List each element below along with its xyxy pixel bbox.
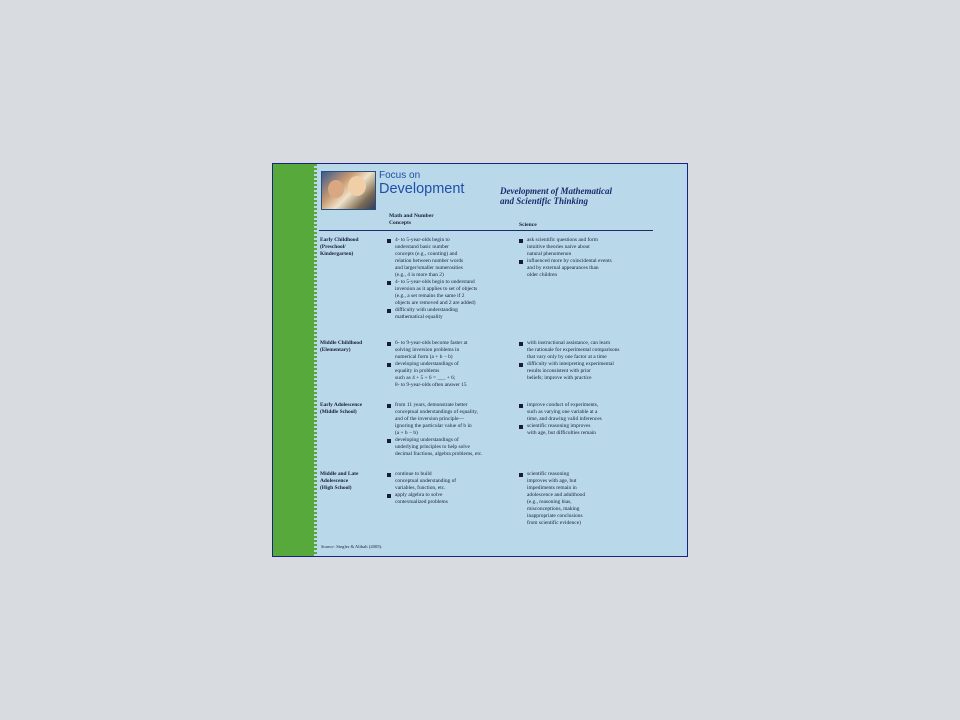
focus-on-development-logo <box>379 171 464 197</box>
document-title <box>500 186 670 206</box>
source-note <box>321 544 382 549</box>
bullet-icon <box>387 439 391 443</box>
math-items <box>386 340 510 389</box>
list-item: difficulty with understanding mathematical equality <box>386 307 510 321</box>
list-item: difficulty with interpreting experimental results inconsistent with prior beliefs; improve with practice <box>518 361 654 382</box>
list-item: apply algebra to solve contextualized problems <box>386 492 510 506</box>
list-item: scientific reasoning improves with age, but impediments remain in adolescence and adulthood (e.g., reasoning bias, misconceptions, making inappropriate conclusions from scientific evidence) <box>518 471 654 527</box>
bullet-icon <box>519 342 523 346</box>
column-header-science: Science <box>519 222 537 228</box>
list-item: 6- to 9-year-olds become faster at solving inversion problems in numerical form (a + b − b) <box>386 340 510 361</box>
science-items <box>518 237 654 279</box>
brand-line-1: Focus on <box>379 170 421 181</box>
header-photo <box>321 171 376 210</box>
title-line-2: and Scientific Thinking <box>500 196 589 206</box>
list-item: 4- to 5-year-olds begin to understand inversion as it applies to set of objects (e.g., a set remains the same if 2 objects are removed and 2 are added) <box>386 279 510 307</box>
bullet-icon <box>387 404 391 408</box>
list-item: 4- to 5-year-olds begin to understand basic number concepts (e.g., counting) and relation between number words and larger/smaller numerosities (e.g., 4 is more than 2) <box>386 237 510 279</box>
stage-label: Early Childhood (Preschool/ Kindergarten) <box>320 237 359 257</box>
bullet-icon <box>519 260 523 264</box>
green-side-strip <box>273 164 315 556</box>
header-rule <box>319 230 653 231</box>
science-items <box>518 471 654 527</box>
math-items <box>386 237 510 321</box>
title-line-1: Development of Mathematical <box>500 186 612 196</box>
bullet-icon <box>519 404 523 408</box>
bullet-icon <box>519 425 523 429</box>
list-item: from 11 years, demonstrate better conceptual understandings of equality, and of the inversion principle— ignoring the particular value of b in (a + b − b) <box>386 402 510 437</box>
adult-face <box>348 176 366 196</box>
list-item: developing understandings of equality in problems such as 4 + 5 + 6 = ___ + 6; 8- to 9-year-olds often answer 15 <box>386 361 510 389</box>
math-items <box>386 402 510 458</box>
bullet-icon <box>519 363 523 367</box>
list-item: continue to build conceptual understanding of variables, function, etc. <box>386 471 510 492</box>
math-items <box>386 471 510 506</box>
bullet-icon <box>387 363 391 367</box>
bullet-icon <box>387 281 391 285</box>
list-item: scientific reasoning improves with age, but difficulties remain <box>518 423 654 437</box>
list-item: with instructional assistance, can learn the rationale for experimental comparisons that vary only by one factor at a time <box>518 340 654 361</box>
list-item: improve conduct of experiments, such as varying one variable at a time, and drawing valid inferences <box>518 402 654 423</box>
list-item: ask scientific questions and form intuitive theories naive about natural phenomenon <box>518 237 654 258</box>
science-items <box>518 340 654 382</box>
list-item: influenced more by coincidental events and by external appearances than older children <box>518 258 654 279</box>
bullet-icon <box>387 494 391 498</box>
bullet-icon <box>387 239 391 243</box>
bullet-icon <box>519 239 523 243</box>
science-items <box>518 402 654 437</box>
source-label: Source: <box>321 544 336 549</box>
source-text: Siegler & Alibali (2005). <box>336 544 383 549</box>
list-item: developing understandings of underlying principles to help solve decimal fractions, algebra problems, etc. <box>386 437 510 458</box>
bullet-icon <box>387 473 391 477</box>
bullet-icon <box>387 309 391 313</box>
bullet-icon <box>387 342 391 346</box>
stage-label: Middle and Late Adolescence (High School) <box>320 471 359 491</box>
stage-label: Middle Childhood (Elementary) <box>320 340 363 353</box>
brand-line-2: Development <box>379 181 465 197</box>
column-header-math: Math and Number Concepts <box>389 213 434 226</box>
stage-label: Early Adolescence (Middle School) <box>320 402 363 415</box>
child-face <box>328 180 344 198</box>
bullet-icon <box>519 473 523 477</box>
slide-panel <box>272 163 688 557</box>
